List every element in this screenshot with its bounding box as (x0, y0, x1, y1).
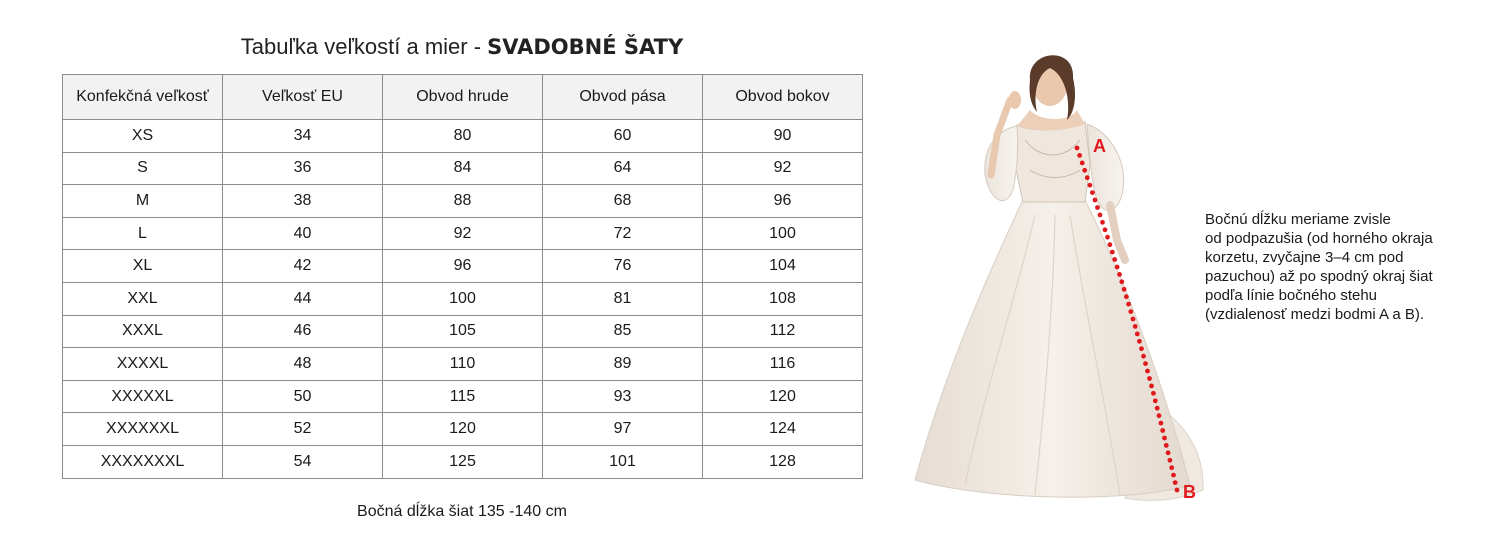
table-cell: 125 (383, 445, 543, 478)
table-cell: 89 (543, 348, 703, 381)
measurement-dot (1149, 384, 1154, 389)
measurement-dot (1135, 332, 1140, 337)
table-cell: XXXXXXXL (63, 445, 223, 478)
measurement-dot (1164, 443, 1169, 448)
table-cell: 115 (383, 380, 543, 413)
page-title (62, 34, 862, 60)
measurement-dot (1108, 242, 1113, 247)
measurement-dot (1171, 473, 1176, 478)
table-cell: 100 (703, 217, 863, 250)
table-cell: 48 (223, 348, 383, 381)
table-cell: XXXL (63, 315, 223, 348)
measurement-dot (1133, 324, 1138, 329)
table-cell: 128 (703, 445, 863, 478)
table-cell: 42 (223, 250, 383, 283)
table-cell: 104 (703, 250, 863, 283)
dress-bodice (1015, 122, 1090, 202)
header-obvod-pasa: Obvod pása (543, 75, 703, 120)
table-row (63, 282, 863, 315)
table-body (63, 120, 863, 479)
table-cell: L (63, 217, 223, 250)
measurement-dot (1162, 436, 1167, 441)
table-cell: 68 (543, 185, 703, 218)
side-length-footnote: Bočná dĺžka šiat 135 -140 cm (357, 503, 567, 520)
measurement-dot (1173, 480, 1178, 485)
table-cell: 80 (383, 120, 543, 153)
table-header-row (63, 75, 863, 120)
table-cell: 64 (543, 152, 703, 185)
measurement-dot (1151, 391, 1156, 396)
table-cell: 120 (383, 413, 543, 446)
note-line: korzetu, zvyčajne 3–4 cm pod (1205, 249, 1404, 266)
table-cell: 50 (223, 380, 383, 413)
table-cell: 81 (543, 282, 703, 315)
table-cell: M (63, 185, 223, 218)
table-cell: 101 (543, 445, 703, 478)
measurement-dot (1169, 465, 1174, 470)
title-highlight: SVADOBNÉ ŠATY (487, 35, 684, 59)
measurement-dot (1145, 369, 1150, 374)
measurement-dot (1095, 205, 1100, 210)
table-cell: 76 (543, 250, 703, 283)
table-cell: 44 (223, 282, 383, 315)
measurement-dot (1082, 168, 1087, 173)
table-cell: 54 (223, 445, 383, 478)
measurement-dot (1115, 265, 1120, 270)
table-cell: 38 (223, 185, 383, 218)
table-cell: XXXXXXL (63, 413, 223, 446)
table-cell: 46 (223, 315, 383, 348)
measurement-dot (1085, 175, 1090, 180)
measurement-dot (1160, 428, 1165, 433)
table-cell: 60 (543, 120, 703, 153)
measurement-dot (1080, 161, 1085, 166)
table-cell: 34 (223, 120, 383, 153)
table-row (63, 120, 863, 153)
measurement-dot (1131, 317, 1136, 322)
measurement-dot (1128, 309, 1133, 314)
table-cell: 116 (703, 348, 863, 381)
table-row (63, 217, 863, 250)
header-obvod-bokov: Obvod bokov (703, 75, 863, 120)
table-row (63, 250, 863, 283)
measurement-dot (1143, 361, 1148, 366)
dress-svg (905, 40, 1205, 510)
measurement-dot (1137, 339, 1142, 344)
table-cell: 112 (703, 315, 863, 348)
point-b-label: B (1183, 482, 1196, 502)
table-cell: XL (63, 250, 223, 283)
title-prefix: Tabuľka veľkostí a mier - (240, 34, 488, 59)
measurement-dot (1075, 146, 1080, 151)
measurement-dot (1126, 302, 1131, 307)
table-row (63, 315, 863, 348)
point-a-label: A (1093, 136, 1106, 156)
dress-illustration (905, 40, 1205, 510)
measurement-dot (1153, 398, 1158, 403)
measurement-dot (1098, 213, 1103, 218)
table-cell: XXXXL (63, 348, 223, 381)
table-cell: 40 (223, 217, 383, 250)
table-cell: 84 (383, 152, 543, 185)
measurement-dot (1077, 153, 1082, 158)
measurement-dot (1175, 488, 1180, 493)
dress-skirt (915, 200, 1190, 497)
table-cell: 96 (703, 185, 863, 218)
measurement-dot (1124, 294, 1129, 299)
measurement-dot (1100, 220, 1105, 225)
table-cell: 110 (383, 348, 543, 381)
measurement-dot (1103, 227, 1108, 232)
note-line: pazuchou) až po spodný okraj šiat (1205, 268, 1433, 285)
note-line: (vzdialenosť medzi bodmi A a B). (1205, 306, 1425, 323)
measurement-dot (1117, 272, 1122, 277)
table-cell: 93 (543, 380, 703, 413)
header-velkost-eu: Veľkosť EU (223, 75, 383, 120)
table-cell: XXL (63, 282, 223, 315)
table-cell: 92 (703, 152, 863, 185)
table-cell: 105 (383, 315, 543, 348)
table-row (63, 348, 863, 381)
table-cell: 124 (703, 413, 863, 446)
measurement-dot (1119, 279, 1124, 284)
table-cell: 72 (543, 217, 703, 250)
table-cell: 85 (543, 315, 703, 348)
table-row (63, 445, 863, 478)
measurement-dot (1168, 458, 1173, 463)
measurement-dot (1157, 413, 1162, 418)
measurement-dot (1112, 257, 1117, 262)
measurement-dot (1147, 376, 1152, 381)
table-cell: S (63, 152, 223, 185)
table-cell: 90 (703, 120, 863, 153)
note-line: od podpazušia (od horného okraja (1205, 230, 1433, 247)
measurement-dot (1166, 450, 1171, 455)
note-line: Bočnú dĺžku meriame zvisle (1205, 211, 1391, 228)
table-cell: 96 (383, 250, 543, 283)
table-row (63, 380, 863, 413)
size-table (62, 74, 863, 479)
measurement-dot (1088, 183, 1093, 188)
table-row (63, 185, 863, 218)
table-cell: XXXXXL (63, 380, 223, 413)
measurement-dot (1159, 421, 1164, 426)
table-cell: XS (63, 120, 223, 153)
measurement-dot (1093, 198, 1098, 203)
table-cell: 88 (383, 185, 543, 218)
measurement-dot (1122, 287, 1127, 292)
measurement-dot (1139, 346, 1144, 351)
table-cell: 92 (383, 217, 543, 250)
table-cell: 108 (703, 282, 863, 315)
side-length-note (1205, 210, 1475, 324)
measurement-dot (1155, 406, 1160, 411)
header-konfekcna-velkost: Konfekčná veľkosť (63, 75, 223, 120)
table-cell: 120 (703, 380, 863, 413)
measurement-dot (1141, 354, 1146, 359)
table-row (63, 152, 863, 185)
table-cell: 36 (223, 152, 383, 185)
measurement-dot (1110, 250, 1115, 255)
table-row (63, 413, 863, 446)
table-cell: 52 (223, 413, 383, 446)
measurement-dot (1090, 190, 1095, 195)
table-cell: 100 (383, 282, 543, 315)
measurement-dot (1105, 235, 1110, 240)
note-line: podľa línie bočného stehu (1205, 287, 1378, 304)
header-obvod-hrude: Obvod hrude (383, 75, 543, 120)
table-cell: 97 (543, 413, 703, 446)
